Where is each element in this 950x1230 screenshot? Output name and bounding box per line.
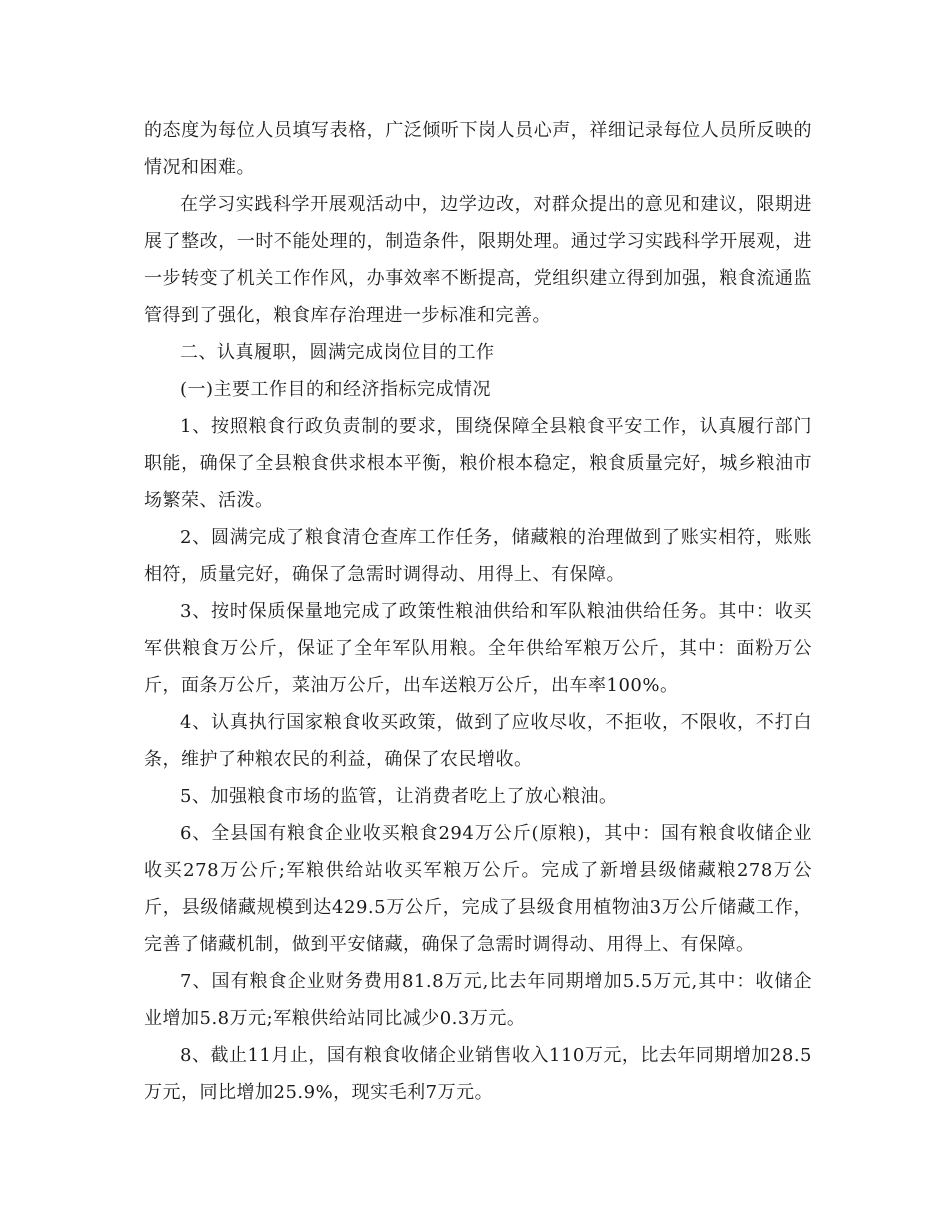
list-item: 4、认真执行国家粮食收买政策，做到了应收尽收，不拒收，不限收，不打白条，维护了种粮农民的利益，确保了农民增收。 [144, 712, 812, 770]
list-item: 5、加强粮食市场的监管，让消费者吃上了放心粮油。 [180, 786, 618, 807]
document-body [144, 112, 812, 1111]
list-item: 3、按时保质保量地完成了政策性粮油供给和军队粮油供给任务。其中：收买军供粮食万公斤，保证了全年军队用粮。全年供给军粮万公斤，其中：面粉万公斤，面条万公斤，菜油万公斤，出车送粮万公斤，出车率100%。 [144, 601, 812, 696]
subsection-heading: (一)主要工作目的和经济指标完成情况 [180, 379, 492, 400]
list-item: 1、按照粮食行政负责制的要求，围绕保障全县粮食平安工作，认真履行部门职能，确保了全县粮食供求根本平衡，粮价根本稳定，粮食质量完好，城乡粮油市场繁荣、活泼。 [144, 416, 812, 511]
list-item: 7、国有粮食企业财务费用81.8万元,比去年同期增加5.5万元,其中：收储企业增加5.8万元;军粮供给站同比减少0.3万元。 [144, 971, 812, 1029]
section-heading: 二、认真履职，圆满完成岗位目的工作 [180, 342, 495, 363]
paragraph: 在学习实践科学开展观活动中，边学边改，对群众提出的意见和建议，限期进展了整改，一时不能处理的，制造条件，限期处理。通过学习实践科学开展观，进一步转变了机关工作作风，办事效率不断提高，党组织建立得到加强，粮食流通监管得到了强化，粮食库存治理进一步标准和完善。 [144, 194, 812, 326]
list-item: 6、全县国有粮食企业收买粮食294万公斤(原粮)，其中：国有粮食收储企业收买278万公斤;军粮供给站收买军粮万公斤。完成了新增县级储藏粮278万公斤，县级储藏规模到达429.5万公斤，完成了县级食用植物油3万公斤储藏工作，完善了储藏机制，做到平安储藏，确保了急需时调得动、用得上、有保障。 [144, 823, 812, 955]
list-item: 2、圆满完成了粮食清仓查库工作任务，储藏粮的治理做到了账实相符，账账相符，质量完好，确保了急需时调得动、用得上、有保障。 [144, 527, 812, 585]
paragraph: 的态度为每位人员填写表格，广泛倾听下岗人员心声，祥细记录每位人员所反映的情况和困难。 [144, 120, 812, 178]
list-item: 8、截止11月止，国有粮食收储企业销售收入110万元，比去年同期增加28.5万元，同比增加25.9%，现实毛利7万元。 [144, 1045, 812, 1103]
